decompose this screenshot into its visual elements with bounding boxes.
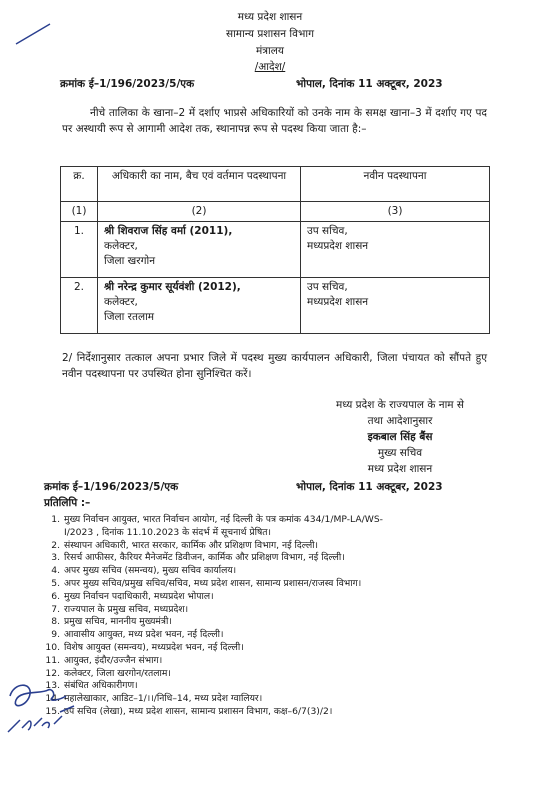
copy-list <box>40 514 383 719</box>
row-officer <box>98 222 301 278</box>
row-sr: 2. <box>61 278 98 334</box>
list-item: 8. प्रमुख सचिव, माननीय मुख्यमंत्री। <box>51 616 172 628</box>
list-item: 5. अपर मुख्य सचिव/प्रमुख सचिव/सचिव, मध्य प्रदेश शासन, सामान्य प्रशासन/राजस्व विभाग। <box>51 577 362 589</box>
new-post-govt: मध्यप्रदेश शासन <box>307 240 369 252</box>
instruction-paragraph: 2/ निर्देशानुसार तत्काल अपना प्रभार जिले में पदस्थ मुख्य कार्यपालन अधिकारी, जिला पंचायत को सौंपते हुए नवीन पदस्थापना पर उपस्थित होना सुनिश्चित करें। <box>62 352 487 380</box>
list-item: 7. राज्यपाल के प्रमुख सचिव, मध्यप्रदेश। <box>51 603 189 615</box>
table-row <box>61 278 490 334</box>
signature-line2: तथा आदेशानुसार <box>367 415 433 427</box>
ministry-title: मंत्रालय <box>255 45 284 57</box>
list-item: 9. आवासीय आयुक्त, मध्य प्रदेश भवन, नई दिल्ली। <box>51 629 224 641</box>
header-sr: क्र. <box>61 167 98 202</box>
officer-name: श्री नरेन्द्र कुमार सूर्यवंशी (2012), <box>104 281 241 293</box>
header-officer: अधिकारी का नाम, बैच एवं वर्तमान पदस्थापना <box>98 167 301 202</box>
department-title: सामान्य प्रशासन विभाग <box>225 28 314 40</box>
list-item: 10. विशेष आयुक्त (समन्वय), मध्यप्रदेश भवन, नई दिल्ली। <box>45 641 244 653</box>
header-new-posting: नवीन पदस्थापना <box>301 167 490 202</box>
list-item: 3. रिसर्च आफीसर, कैरियर मैनेजमेंट डिवीजन, कार्मिक और प्रशिक्षण विभाग, नई दिल्ली। <box>51 552 345 564</box>
table-header-row <box>61 167 490 202</box>
copy-label: प्रतिलिपि :– <box>44 497 91 509</box>
row-sr: 1. <box>61 222 98 278</box>
list-item: 2. संस्थापन अधिकारी, भारत सरकार, कार्मिक और प्रशिक्षण विभाग, नई दिल्ली। <box>51 539 319 551</box>
officer-designation: कलेक्टर, <box>104 296 138 308</box>
row-new-posting <box>301 278 490 334</box>
signatory-govt: मध्य प्रदेश शासन <box>367 463 433 475</box>
new-post: उप सचिव, <box>307 225 348 237</box>
intro-paragraph: नीचे तालिका के खाना–2 में दर्शाए भाप्रसे अधिकारियों को उनके नाम के समक्ष खाना–3 में दर्शाए गए पद पर अस्थायी रूप से आगामी आदेश तक, स्थानापन्न रूप से पदस्थ किया जाता है:– <box>62 107 487 135</box>
order-number: क्रमांक ई–1/196/2023/5/एक <box>60 78 195 90</box>
colnum-3: (3) <box>301 202 490 222</box>
copy-order-number: क्रमांक ई–1/196/2023/5/एक <box>44 481 179 493</box>
officer-name: श्री शिवराज सिंह वर्मा (2011), <box>104 225 233 237</box>
list-item: 13. संबंधित अधिकारीगण। <box>45 680 138 692</box>
officer-district: जिला रतलाम <box>104 311 155 323</box>
officer-district: जिला खरगोन <box>104 255 156 267</box>
signatory-name: इकबाल सिंह बैंस <box>367 431 433 443</box>
list-item-continuation: I/2023 , दिनांक 11.10.2023 के संदर्भ में सूचनार्थ प्रेषित। <box>64 526 271 538</box>
list-item: 15. उप सचिव (लेखा), मध्य प्रदेश शासन, सामान्य प्रशासन विभाग, कक्ष–6/7(3)/2। <box>45 705 333 717</box>
order-place-date: भोपाल, दिनांक 11 अक्टूबर, 2023 <box>296 78 443 90</box>
handwritten-initials-signature <box>2 676 82 746</box>
list-item: 1. मुख्य निर्वाचन आयुक्त, भारत निर्वाचन आयोग, नई दिल्ली के पत्र कमांक 434/1/MP-LA/WS- <box>51 514 383 525</box>
list-item: 14. महालेखाकार, आडिट–1/।।/निधि–14, मध्य प्रदेश ग्वालियर। <box>45 693 263 705</box>
posting-table <box>60 166 490 334</box>
colnum-2: (2) <box>98 202 301 222</box>
row-new-posting <box>301 222 490 278</box>
copy-place-date: भोपाल, दिनांक 11 अक्टूबर, 2023 <box>296 481 443 493</box>
list-item: 11. आयुक्त, इंदौर/उज्जैन संभाग। <box>45 654 163 666</box>
officer-designation: कलेक्टर, <box>104 240 138 252</box>
new-post: उप सचिव, <box>307 281 348 293</box>
colnum-1: (1) <box>61 202 98 222</box>
govt-title: मध्य प्रदेश शासन <box>237 11 303 23</box>
row-officer <box>98 278 301 334</box>
signatory-designation: मुख्य सचिव <box>377 447 423 459</box>
signature-line1: मध्य प्रदेश के राज्यपाल के नाम से <box>336 399 464 411</box>
list-item: 6. मुख्य निर्वाचन पदाधिकारी, मध्यप्रदेश भोपाल। <box>51 590 214 602</box>
list-item: 4. अपर मुख्य सचिव (समन्वय), मुख्य सचिव कार्यालय। <box>51 565 237 577</box>
order-title: /आदेश/ <box>254 61 286 73</box>
new-post-govt: मध्यप्रदेश शासन <box>307 296 369 308</box>
table-row <box>61 222 490 278</box>
table-colnum-row <box>61 202 490 222</box>
list-item: 12. कलेक्टर, जिला खरगोन/रतलाम। <box>45 667 171 679</box>
